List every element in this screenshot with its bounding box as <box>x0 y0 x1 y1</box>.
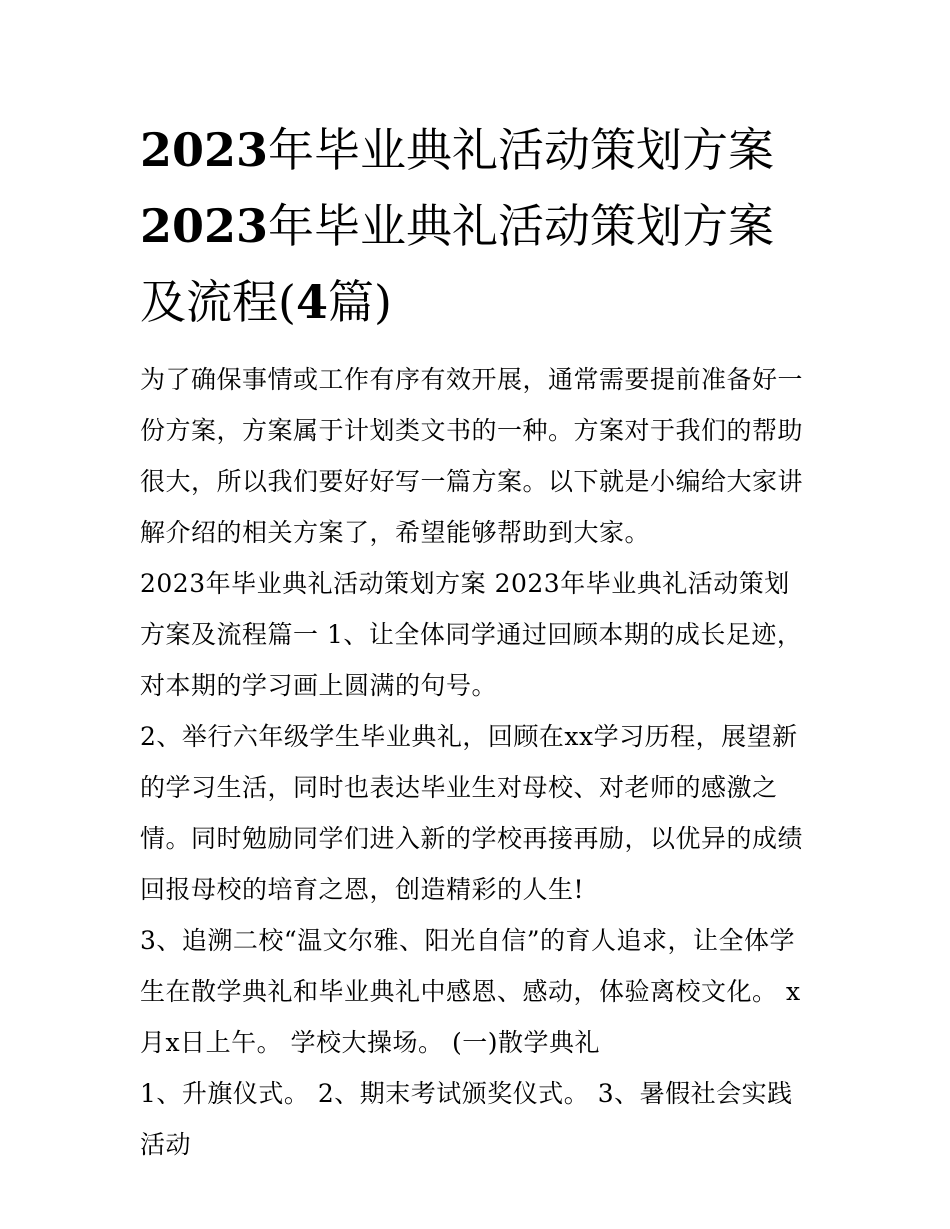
document-title <box>140 112 812 340</box>
document-content <box>140 112 812 1170</box>
paragraph-intro: 为了确保事情或工作有序有效开展，通常需要提前准备好一份方案，方案属于计划类文书的一种。方案对于我们的帮助很大，所以我们要好好写一篇方案。以下就是小编给大家讲解介绍的相关方案了，希望能够帮助到大家。 <box>140 365 804 547</box>
title-year-1: 2023 <box>140 123 269 177</box>
title-text-2: 年毕业典礼活动策划方案及流程( <box>140 199 775 329</box>
title-count: 4 <box>295 275 328 329</box>
paragraph-item-2: 2、举行六年级学生毕业典礼，回顾在xx学习历程，展望新的学习生活，同时也表达毕业生对母校、对老师的感激之情。同时勉励同学们进入新的学校再接再励，以优异的成绩回报母校的培育之恩，创造精彩的人生! <box>140 722 804 904</box>
paragraph-list: 1、升旗仪式。 2、期末考试颁奖仪式。 3、暑假社会实践活动 <box>140 1079 793 1159</box>
title-text-1: 年毕业典礼活动策划方案 <box>268 123 775 177</box>
paragraph-item-3: 3、追溯二校“温文尔雅、阳光自信”的育人追求，让全体学生在散学典礼和毕业典礼中感恩、感动，体验离校文化。 x月x日上午。 学校大操场。 (一)散学典礼 <box>140 926 801 1057</box>
title-text-3: 篇) <box>327 275 392 329</box>
title-year-2: 2023 <box>140 199 269 253</box>
paragraph-item-1: 2023年毕业典礼活动策划方案 2023年毕业典礼活动策划方案及流程篇一 1、让全体同学通过回顾本期的成长足迹，对本期的学习画上圆满的句号。 <box>140 569 803 700</box>
